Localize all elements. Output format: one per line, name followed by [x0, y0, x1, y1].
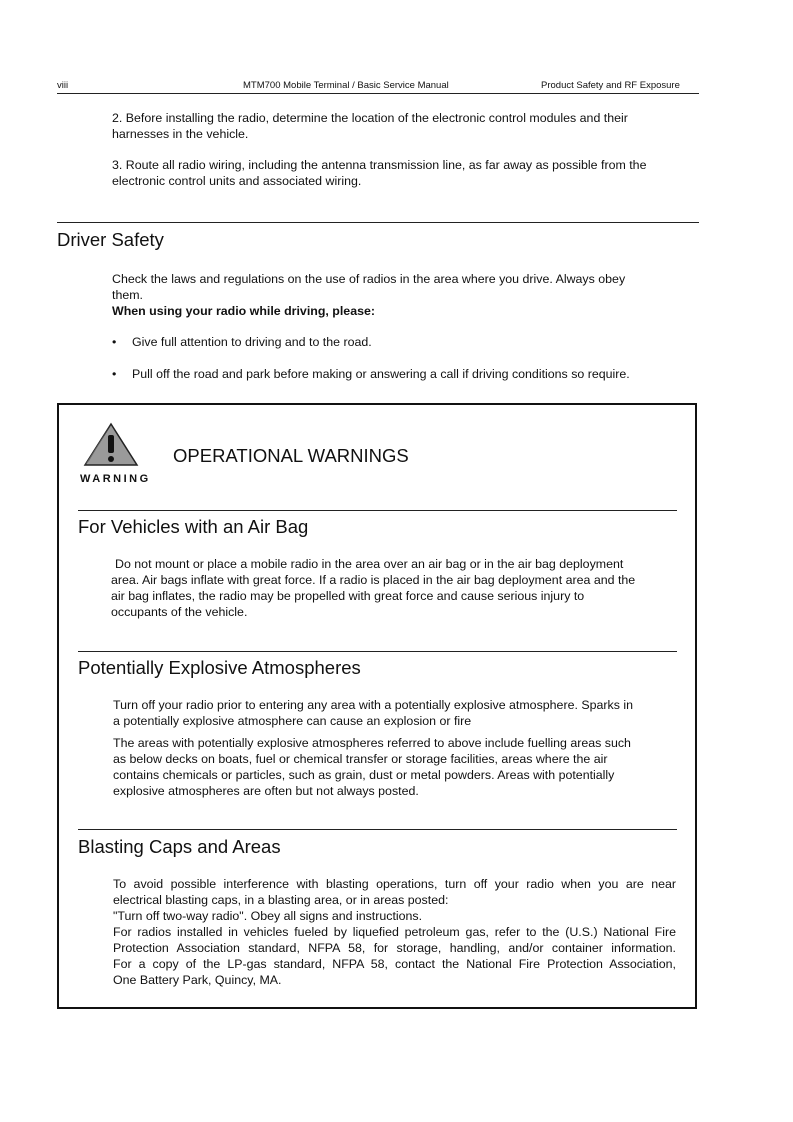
bullet-item: • Pull off the road and park before making or answering a call if driving conditions so require. [112, 367, 630, 381]
divider [78, 829, 677, 830]
intro-item-2: 2. Before installing the radio, determine the location of the electronic control modules and their harnesses in the vehicle. [112, 111, 628, 141]
divider [78, 651, 677, 652]
operational-warnings-box [57, 403, 697, 1009]
explosive-text-2: The areas with potentially explosive atmospheres referred to above include fuelling areas such as below decks on boats, fuel or chemical transfer or storage facilities, areas where the air contains chemicals or particles, such as grain, dust or metal powders. Areas with potentially explosive atmospheres are often but not always posted. [113, 736, 631, 798]
blasting-heading: Blasting Caps and Areas [78, 836, 281, 857]
section-rule [57, 222, 699, 223]
warnings-title: OPERATIONAL WARNINGS [173, 445, 409, 466]
header-title: MTM700 Mobile Terminal / Basic Service Manual [243, 80, 449, 91]
divider [78, 510, 677, 511]
header-rule [57, 93, 699, 94]
driver-safety-text: Check the laws and regulations on the use of radios in the area where you drive. Always obey them. When using your radio while driving, please: [112, 272, 626, 318]
driver-safety-heading: Driver Safety [57, 229, 164, 250]
explosive-text-1: Turn off your radio prior to entering any area with a potentially explosive atmosphere. Sparks in a potentially explosive atmosphere can cause an explosion or fire [113, 698, 633, 728]
header-section: Product Safety and RF Exposure [541, 80, 680, 91]
blasting-text: To avoid possible interference with blasting operations, turn off your radio when you are near electrical blasting caps, in a blasting area, or in areas posted: "Turn off two-way radio". Obey all signs and instructions. For radios installed in vehicles fueled by liquefied petroleum gas, refer to the (U.S.) National Fire Protection Association standard, NFPA 58, for storage, handling, and/or container information. For a copy of the LP-gas standard, NFPA 58, contact the National Fire Protection Association, One Battery Park, Quincy, MA. [113, 877, 676, 987]
explosive-heading: Potentially Explosive Atmospheres [78, 657, 361, 678]
intro-item-3: 3. Route all radio wiring, including the antenna transmission line, as far away as possible from the electronic control units and associated wiring. [112, 158, 647, 188]
warning-label: WARNING [80, 473, 151, 485]
air-bag-text: Do not mount or place a mobile radio in the area over an air bag or in the air bag deployment area. Air bags inflate with great force. If a radio is placed in the air bag deployment area and the air bag inflates, the radio may be propelled with great force and cause serious injury to occupants of the vehicle. [111, 557, 636, 619]
bullet-item: • Give full attention to driving and to the road. [112, 335, 372, 349]
warning-triangle-icon [83, 421, 139, 467]
page-number: viii [57, 80, 69, 91]
air-bag-heading: For Vehicles with an Air Bag [78, 516, 309, 537]
